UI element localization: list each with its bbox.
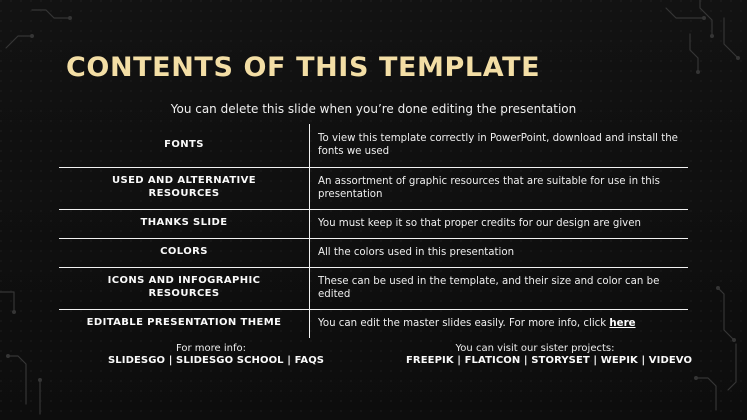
- table-row: [59, 167, 688, 209]
- here-link[interactable]: here: [609, 318, 636, 330]
- subtitle: You can delete this slide when you’re done editing the presentation: [170, 102, 577, 116]
- table-row: [59, 309, 688, 338]
- row-label-colors: COLORS: [59, 238, 310, 267]
- more-info-footer: [108, 343, 325, 366]
- more-info-heading: For more info:: [175, 343, 246, 354]
- row-description-thanks-slide: You must keep it so that proper credits for our design are given: [310, 209, 689, 238]
- row-label-icons: ICONS AND INFOGRAPHIC RESOURCES: [59, 267, 310, 309]
- editable-theme-text: You can edit the master slides easily. For more info, click: [318, 318, 610, 330]
- row-description-colors: All the colors used in this presentation: [310, 238, 689, 267]
- table-row: [59, 267, 688, 309]
- contents-table: [59, 124, 688, 338]
- table-row: [59, 238, 688, 267]
- table-row: [59, 209, 688, 238]
- row-description-fonts: To view this template correctly in PowerPoint, download and install the fonts we used: [310, 124, 689, 167]
- sister-projects-heading: You can visit our sister projects:: [455, 343, 615, 354]
- row-description-editable-theme: [310, 309, 689, 338]
- row-label-fonts: FONTS: [59, 124, 310, 167]
- row-label-resources: USED AND ALTERNATIVE RESOURCES: [59, 167, 310, 209]
- row-description-resources: An assortment of graphic resources that are suitable for use in this presentation: [310, 167, 689, 209]
- row-label-editable-theme: EDITABLE PRESENTATION THEME: [59, 309, 310, 338]
- sister-projects-links[interactable]: FREEPIK | FLATICON | STORYSET | WEPIK | VIDEVO: [406, 354, 693, 366]
- page-title: CONTENTS OF THIS TEMPLATE: [66, 52, 541, 83]
- row-description-icons: These can be used in the template, and their size and color can be edited: [310, 267, 689, 309]
- table-row: [59, 124, 688, 167]
- row-label-thanks-slide: THANKS SLIDE: [59, 209, 310, 238]
- more-info-links[interactable]: SLIDESGO | SLIDESGO SCHOOL | FAQS: [108, 354, 325, 366]
- sister-projects-footer: [406, 343, 693, 366]
